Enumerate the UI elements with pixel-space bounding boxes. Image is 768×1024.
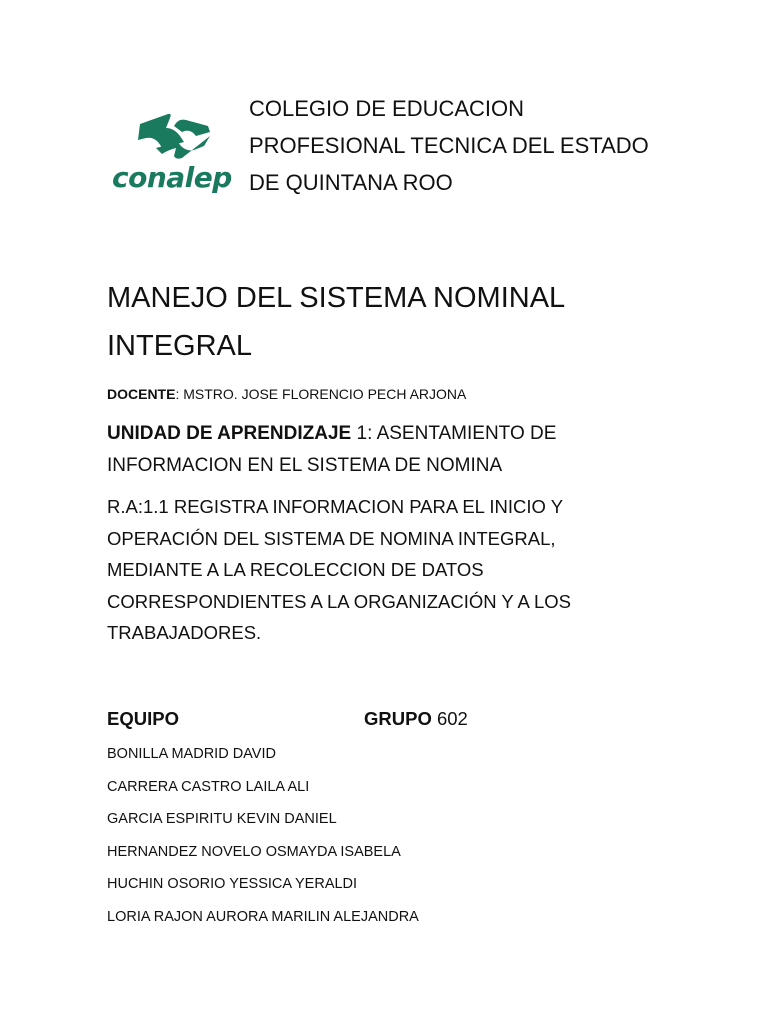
title-line: MANEJO DEL SISTEMA NOMINAL [107, 282, 566, 314]
institution-line: PROFESIONAL TECNICA DEL ESTADO [249, 133, 649, 158]
institution-line: COLEGIO DE EDUCACION [249, 96, 525, 121]
teacher-name: : MSTRO. JOSE FLORENCIO PECH ARJONA [175, 386, 467, 402]
group-heading [364, 705, 468, 733]
list-item: BONILLA MADRID DAVID [107, 746, 276, 762]
document-title [107, 274, 707, 370]
list-item: HERNANDEZ NOVELO OSMAYDA ISABELA [107, 843, 401, 860]
unit-line: INFORMACION EN EL SISTEMA DE NOMINA [107, 455, 503, 476]
ra-line: R.A:1.1 REGISTRA INFORMACION PARA EL INICIO Y [107, 496, 564, 517]
ra-line: MEDIANTE A LA RECOLECCION DE DATOS [107, 559, 484, 580]
group-value: 602 [431, 708, 468, 729]
conalep-wordmark: conalep [112, 161, 232, 194]
ra-line: OPERACIÓN DEL SISTEMA DE NOMINA INTEGRAL, [107, 527, 556, 549]
conalep-emblem-icon [112, 110, 234, 162]
institution-line: DE QUINTANA ROO [249, 170, 453, 195]
list-item: LORIA RAJON AURORA MARILIN ALEJANDRA [107, 908, 419, 925]
ra-line: CORRESPONDIENTES A LA ORGANIZACIÓN Y A LOS [107, 590, 572, 612]
institution-name [249, 90, 749, 201]
group-label: GRUPO [364, 708, 432, 729]
unit-label: UNIDAD DE APRENDIZAJE [107, 423, 352, 444]
title-line: INTEGRAL [107, 330, 253, 362]
teacher-line [107, 384, 466, 404]
conalep-logo [112, 110, 234, 202]
team-heading-label: EQUIPO [107, 708, 179, 729]
teacher-label: DOCENTE [107, 386, 176, 402]
list-item: HUCHIN OSORIO YESSICA YERALDI [107, 876, 358, 892]
ra-line: TRABAJADORES. [107, 622, 262, 643]
list-item: CARRERA CASTRO LAILA ALI [107, 778, 310, 795]
team-heading [107, 705, 179, 733]
learning-outcome [107, 491, 727, 649]
learning-unit [107, 418, 707, 482]
list-item: GARCIA ESPIRITU KEVIN DANIEL [107, 811, 337, 827]
unit-line-rest: 1: ASENTAMIENTO DE [351, 423, 557, 444]
team-members-list [107, 740, 707, 935]
